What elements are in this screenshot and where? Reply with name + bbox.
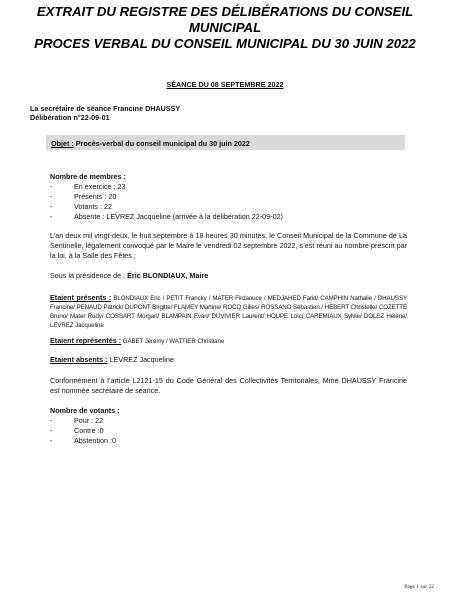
document-page: EXTRAIT DU REGISTRE DES DÉLIBÉRATIONS DU CONSEIL MUNICIPAL PROCES VERBAL DU CONSEIL MUNICIPAL DU 30 JUIN 2022 SÉANCE DU 08 SEPTEMBRE 2022 La secrétaire de séance Francine DHAUSSY Délibération n°22-09-01 Objet : Procès-verbal du conseil municipal du 30 juin 2022 Nombre de membres : - En exercice : 23 - Présents : 20 - Votants : 22 - Absente : LEVREZ Jacqueline (arrivée à la délibération 22-09-02) L’an deux mil vingt-deux, le huit septembre à 18 heures 30 minutes, le Conseil Municipal de la Commune de La Sentinelle, légalement convoqué par le Maire le vendredi 02 septembre 2022, s’est réuni au nombre prescrit par la loi, à la Salle des Fêtes ; Sous la présidence de : Éric BLONDIAUX, Maire Etaient présents : BLONDIAUX Eric / PETIT Francky / MATER Firdaouce / MEDJAHED Farid/ CAMPHIN Nathalie / DHAUSSY Francine/ PENAUD Patrick/ DUPONT Brigitte/ FLAMEY Martine/ ROCQ Gilles/ ROSSANO Sébastien / HEBERT Christelle/ COZETTE Bruno/ Mater Rudy/ COSSART Morgan/ BLAMPAIN Evan/ DUVIVIER Laurent/ HOUPE Loïc/ CAREMIAUX Sylvie/ DOLEZ Hélène/ LEVREZ Jacqueline Etaient représentés : GABET Jérémy / WATTIER Christiane Etaient absents : LEVREZ Jacqueline Conformément à l’article L2121-15 du Code Général des Collectivités Territoriales, Mme DHAUSSY Francine est nommée secrétaire de séance. Nombre de votants : - Pour : 22 - Contre :0 - Abstention :0 Page 1 sur 22 xyxy=(0,0,450,600)
absents-paragraph xyxy=(50,355,407,365)
representes-list: GABET Jérémy / WATTIER Christiane xyxy=(121,338,225,345)
intro-paragraph: L’an deux mil vingt-deux, le huit septembre à 18 heures 30 minutes, le Conseil Municipal de la Commune de La Sentinelle, légalement convoqué par le Maire le vendredi 02 septembre 2022, s’est réuni au nombre prescrit par la loi, à la Salle des Fêtes ; xyxy=(50,231,407,260)
votants-heading: Nombre de votants : xyxy=(50,406,120,415)
title-line-3: PROCES VERBAL DU CONSEIL MUNICIPAL DU 30 JUIN 2022 xyxy=(34,36,416,51)
membres-heading: Nombre de membres : xyxy=(50,172,126,181)
objet-label: Objet : xyxy=(51,139,74,148)
presents-list: BLONDIAUX Eric / PETIT Francky / MATER Firdaouce / MEDJAHED Farid/ CAMPHIN Nathalie / DHAUSSY Francine/ PENAUD Patrick/ DUPONT Brigitte/ FLAMEY Martine/ ROCQ Gilles/ ROSSANO Sébastien / HEBERT Christelle/ COZETTE Bruno/ Mater Rudy/ COSSART Morgan/ BLAMPAIN Evan/ DUVIVIER Laurent/ HOUPE Loïc/ CAREMIAUX Sylvie/ DOLEZ Hélène/ LEVREZ Jacqueline xyxy=(50,295,408,329)
presents-label: Etaient présents : xyxy=(50,293,112,302)
objet-text xyxy=(51,139,250,148)
deliberation-number: Délibération n°22-09-01 xyxy=(30,113,110,122)
absents-list: LEVREZ Jacqueline xyxy=(107,355,174,364)
objet-box xyxy=(46,135,405,150)
presidence-line: Sous la présidence de : Éric BLONDIAUX, Maire xyxy=(50,271,209,280)
president-name: Éric BLONDIAUX, Maire xyxy=(127,271,209,280)
document-title xyxy=(10,4,440,52)
absents-label: Etaient absents : xyxy=(50,355,108,364)
title-line-1: EXTRAIT DU REGISTRE DES DÉLIBÉRATIONS DU CONSEIL xyxy=(36,4,414,19)
conformement-paragraph: Conformément à l’article L2121-15 du Code Général des Collectivités Territoriales, Mme DHAUSSY Francine est nommée secrétaire de séance. xyxy=(50,376,407,395)
representes-label: Etaient représentés : xyxy=(50,336,122,345)
seance-date: SÉANCE DU 08 SEPTEMBRE 2022 xyxy=(166,80,284,89)
presents-paragraph xyxy=(50,294,407,330)
title-line-2: MUNICIPAL xyxy=(188,20,262,35)
secretaire-line: La secrétaire de séance Francine DHAUSSY xyxy=(30,104,181,113)
objet-value: Procès-verbal du conseil municipal du 30 juin 2022 xyxy=(73,139,250,148)
page-number: Page 1 sur 22 xyxy=(404,584,434,590)
representes-paragraph xyxy=(50,336,407,347)
